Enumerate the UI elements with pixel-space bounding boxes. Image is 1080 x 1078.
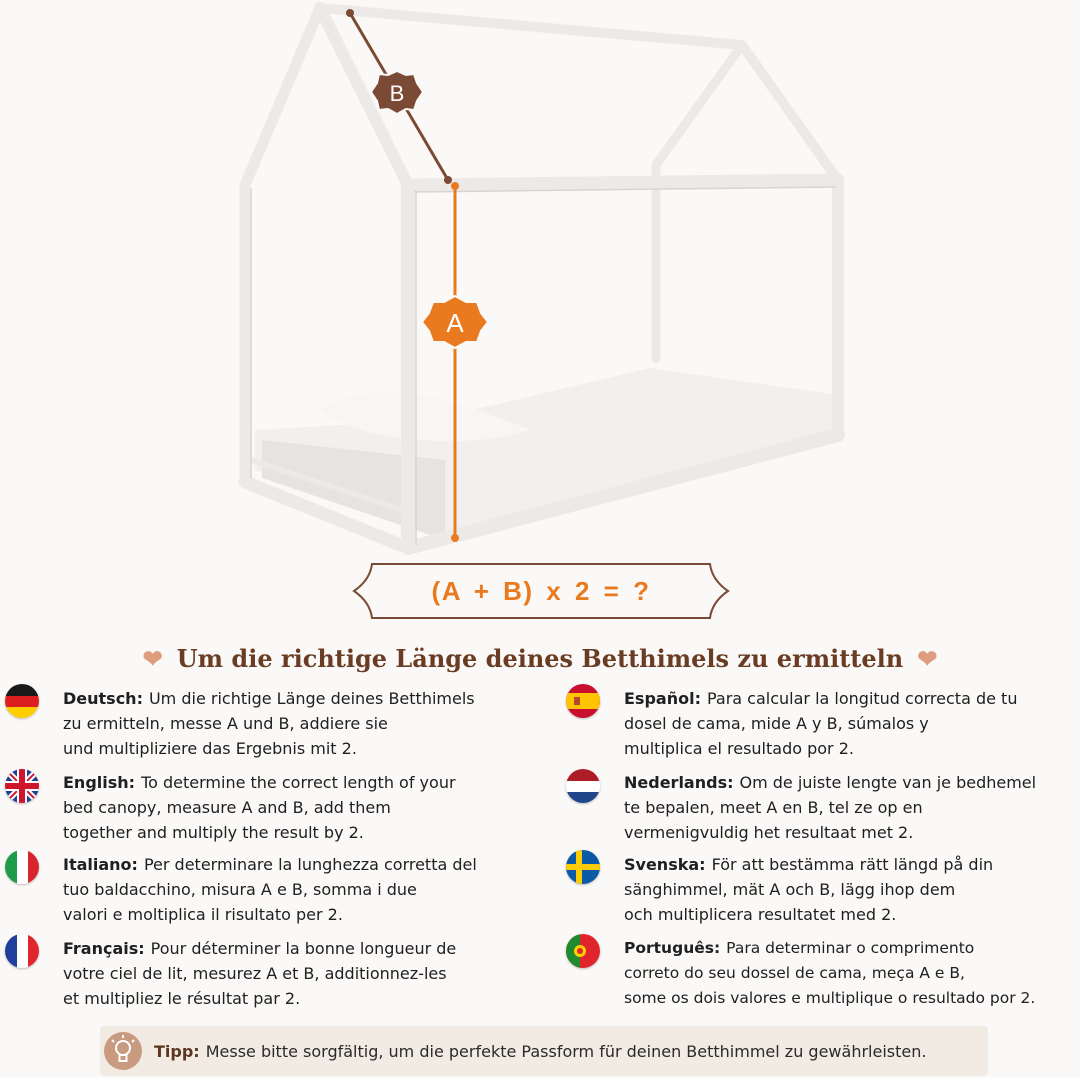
lang-block-es — [624, 686, 1080, 761]
lang-name: Français: — [63, 939, 145, 958]
lang-block-nl — [624, 770, 1080, 845]
tip-text — [154, 1026, 980, 1076]
lang-line: Per determinare la lunghezza corretta del — [143, 855, 477, 874]
formula-text: (A + B) x 2 = ? — [431, 575, 651, 606]
lang-line: och multiplicera resultatet med 2. — [624, 905, 897, 924]
badge-a — [422, 296, 488, 348]
lang-line: Para determinar o comprimento — [726, 939, 975, 957]
lang-name: Deutsch: — [63, 689, 143, 708]
flag-pt-icon — [566, 934, 600, 968]
badge-b — [371, 71, 423, 114]
lang-name: Nederlands: — [624, 773, 734, 792]
lang-line: vermenigvuldig het resultaat met 2. — [624, 823, 914, 842]
lang-line: valori e moltiplica il risultato per 2. — [63, 905, 343, 924]
lang-line: bed canopy, measure A and B, add them — [63, 798, 391, 817]
flag-es-icon — [566, 684, 600, 718]
tip-label: Tipp: — [154, 1041, 200, 1061]
flag-se-icon — [566, 850, 600, 884]
lang-line: votre ciel de lit, mesurez A et B, additionnez-les — [63, 964, 447, 983]
lang-line: zu ermitteln, messe A und B, addiere sie — [63, 714, 388, 733]
lang-name: English: — [63, 773, 136, 792]
lang-name: Italiano: — [63, 855, 138, 874]
lang-line: För att bestämma rätt längd på din — [711, 855, 994, 874]
badge-a-label: A — [446, 308, 464, 338]
lang-line: et multipliez le résultat par 2. — [63, 989, 301, 1008]
lang-name: Español: — [624, 689, 701, 708]
lang-line: multiplica el resultado por 2. — [624, 739, 854, 758]
lang-block-pt — [624, 936, 1076, 1011]
page-title-text: Um die richtige Länge deines Betthimels zu ermitteln — [176, 643, 904, 673]
lang-line: Para calcular la longitud correcta de tu — [706, 689, 1018, 708]
lang-block-it — [63, 852, 533, 927]
flag-gb-icon — [5, 769, 39, 803]
flag-nl-icon — [566, 769, 600, 803]
flag-fr-icon — [5, 934, 39, 968]
formula-banner — [350, 560, 732, 622]
lang-line: tuo baldacchino, misura A e B, somma i due — [63, 880, 417, 899]
lang-block-de — [63, 686, 533, 761]
lang-block-fr — [63, 936, 533, 1011]
lang-block-sv — [624, 852, 1080, 927]
lang-line: dosel de cama, mide A y B, súmalos y — [624, 714, 929, 733]
lang-line: together and multiply the result by 2. — [63, 823, 364, 842]
tip-bar — [100, 1026, 988, 1076]
lang-line: und multipliziere das Ergebnis mit 2. — [63, 739, 357, 758]
lang-name: Svenska: — [624, 855, 706, 874]
tip-message: Messe bitte sorgfältig, um die perfekte Passform für deinen Betthimmel zu gewährleisten. — [205, 1041, 927, 1061]
heart-icon: ❤ — [917, 643, 938, 673]
lang-line: Om de juiste lengte van je bedhemel — [739, 773, 1037, 792]
lightbulb-icon — [104, 1032, 142, 1070]
badge-b-label: B — [389, 81, 405, 106]
lang-line: sänghimmel, mät A och B, lägg ihop dem — [624, 880, 956, 899]
page-title — [0, 636, 1080, 680]
lang-block-en — [63, 770, 533, 845]
lang-line: Um die richtige Länge deines Betthimels — [148, 689, 475, 708]
lang-line: te bepalen, meet A en B, tel ze op en — [624, 798, 923, 817]
flag-de-icon — [5, 684, 39, 718]
lang-name: Português: — [624, 939, 721, 957]
lang-line: Pour déterminer la bonne longueur de — [150, 939, 457, 958]
lang-line: To determine the correct length of your — [141, 773, 456, 792]
flag-it-icon — [5, 850, 39, 884]
heart-icon: ❤ — [142, 643, 163, 673]
lang-line: correto do seu dossel de cama, meça A e B, — [624, 964, 965, 982]
lang-line: some os dois valores e multiplique o resultado por 2. — [624, 989, 1036, 1007]
